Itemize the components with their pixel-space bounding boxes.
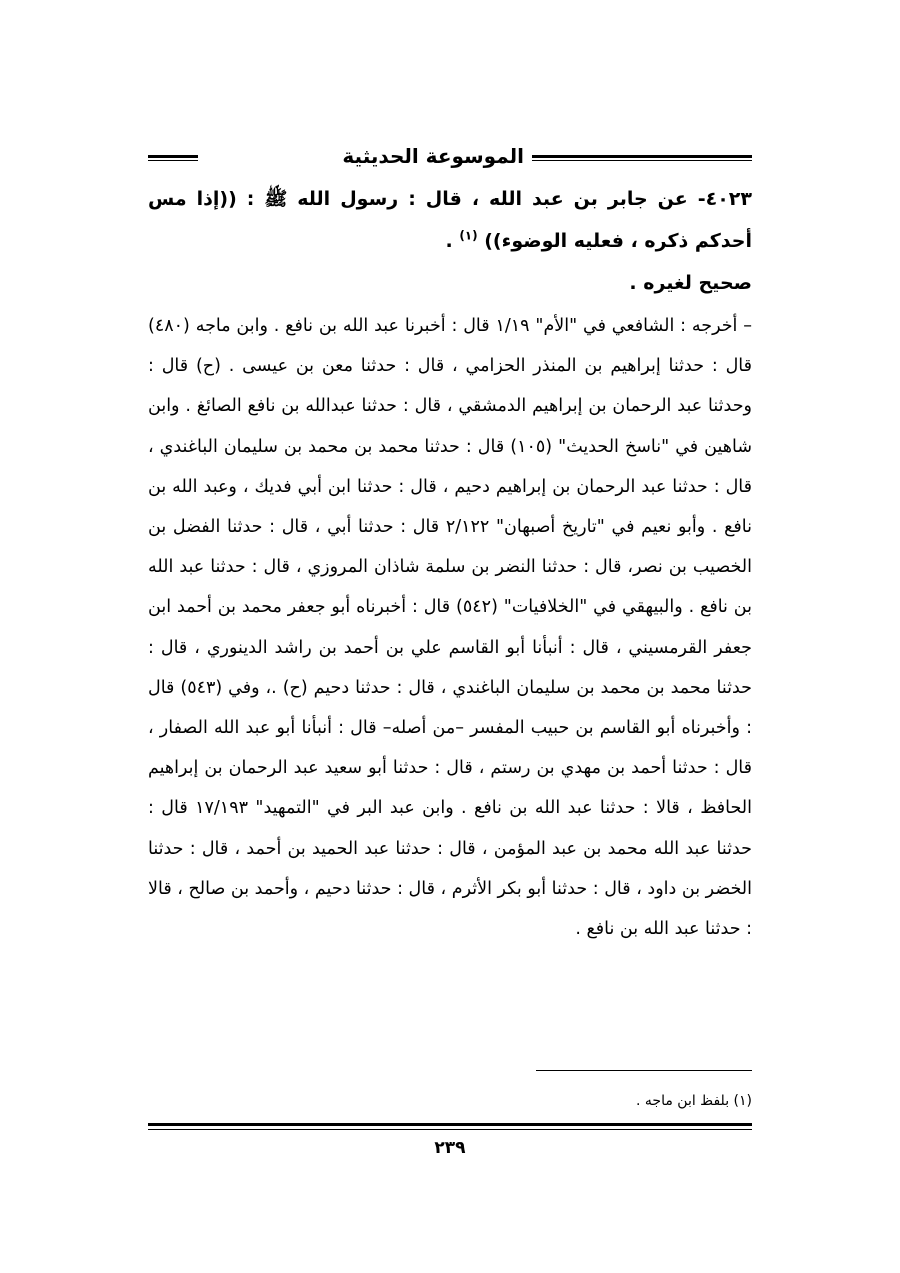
page-number: ٢٣٩ — [434, 1138, 466, 1158]
takhrij-paragraph: – أخرجه : الشافعي في "الأم" ١/١٩ قال : أخبرنا عبد الله بن نافع . وابن ماجه (٤٨٠) قال : حدثنا إبراهيم بن المنذر الحزامي ، قال : حدثنا معن بن عيسى . (ح) قال : وحدثنا عبد الرحمان بن إبراهيم الدمشقي ، قال : حدثنا عبدالله بن نافع الصائغ . وابن شاهين في "ناسخ الحديث" (١٠٥) قال : حدثنا محمد بن محمد بن سليمان الباغندي ، قال : حدثنا عبد الرحمان بن إبراهيم دحيم ، قال : حدثنا ابن أبي فديك ، وعبد الله بن نافع . وأبو نعيم في "تاريخ أصبهان" ٢/١٢٢ قال : حدثنا أبي ، قال : حدثنا الفضل بن الخصيب بن نصر، قال : حدثنا النضر بن سلمة شاذان المروزي ، قال : حدثنا عبد الله بن نافع . والبيهقي في "الخلافيات" (٥٤٢) قال : أخبرناه أبو جعفر محمد بن أحمد ابن جعفر القرمسيني ، قال : أنبأنا أبو القاسم علي بن أحمد بن راشد الدينوري ، قال : حدثنا محمد بن محمد بن سليمان الباغندي ، قال : حدثنا دحيم (ح) .، وفي (٥٤٣) قال : وأخبرناه أبو القاسم بن حبيب المفسر –من أصله– قال : أنبأنا أبو عبد الله الصفار ، قال : حدثنا أحمد بن مهدي بن رستم ، قال : حدثنا أبو سعيد عبد الرحمان بن إبراهيم الحافظ ، قالا : حدثنا عبد الله بن نافع . وابن عبد البر في "التمهيد" ١٧/١٩٣ قال : حدثنا عبد الله محمد بن عبد المؤمن ، قال : حدثنا عبد الحميد بن أحمد ، قال : حدثنا الخضر بن داود ، قال : حدثنا أبو بكر الأثرم ، قال : حدثنا دحيم ، وأحمد بن صالح ، قالا : حدثنا عبد الله بن نافع . — [148, 316, 753, 940]
header-rule-right — [532, 155, 752, 161]
footnote-ref: (١) — [459, 228, 478, 243]
main-content — [148, 178, 752, 949]
hadith-text — [148, 178, 752, 262]
hadith-end: . — [445, 230, 460, 252]
hadith-grade: صحيح لغيره . — [629, 272, 752, 294]
footnote-text: (١) بلفظ ابن ماجه . — [636, 1093, 752, 1109]
header-rule-left — [148, 155, 198, 161]
footer-rule — [148, 1123, 752, 1130]
footnote-separator — [536, 1070, 752, 1071]
running-header — [148, 143, 752, 173]
hadith-matn: ٤٠٢٣- عن جابر بن عبد الله ، قال : رسول الله ﷺ : ((إذا مس أحدكم ذكره ، فعليه الوضوء)) — [148, 188, 752, 252]
header-title: الموسوعة الحديثية — [342, 144, 524, 168]
